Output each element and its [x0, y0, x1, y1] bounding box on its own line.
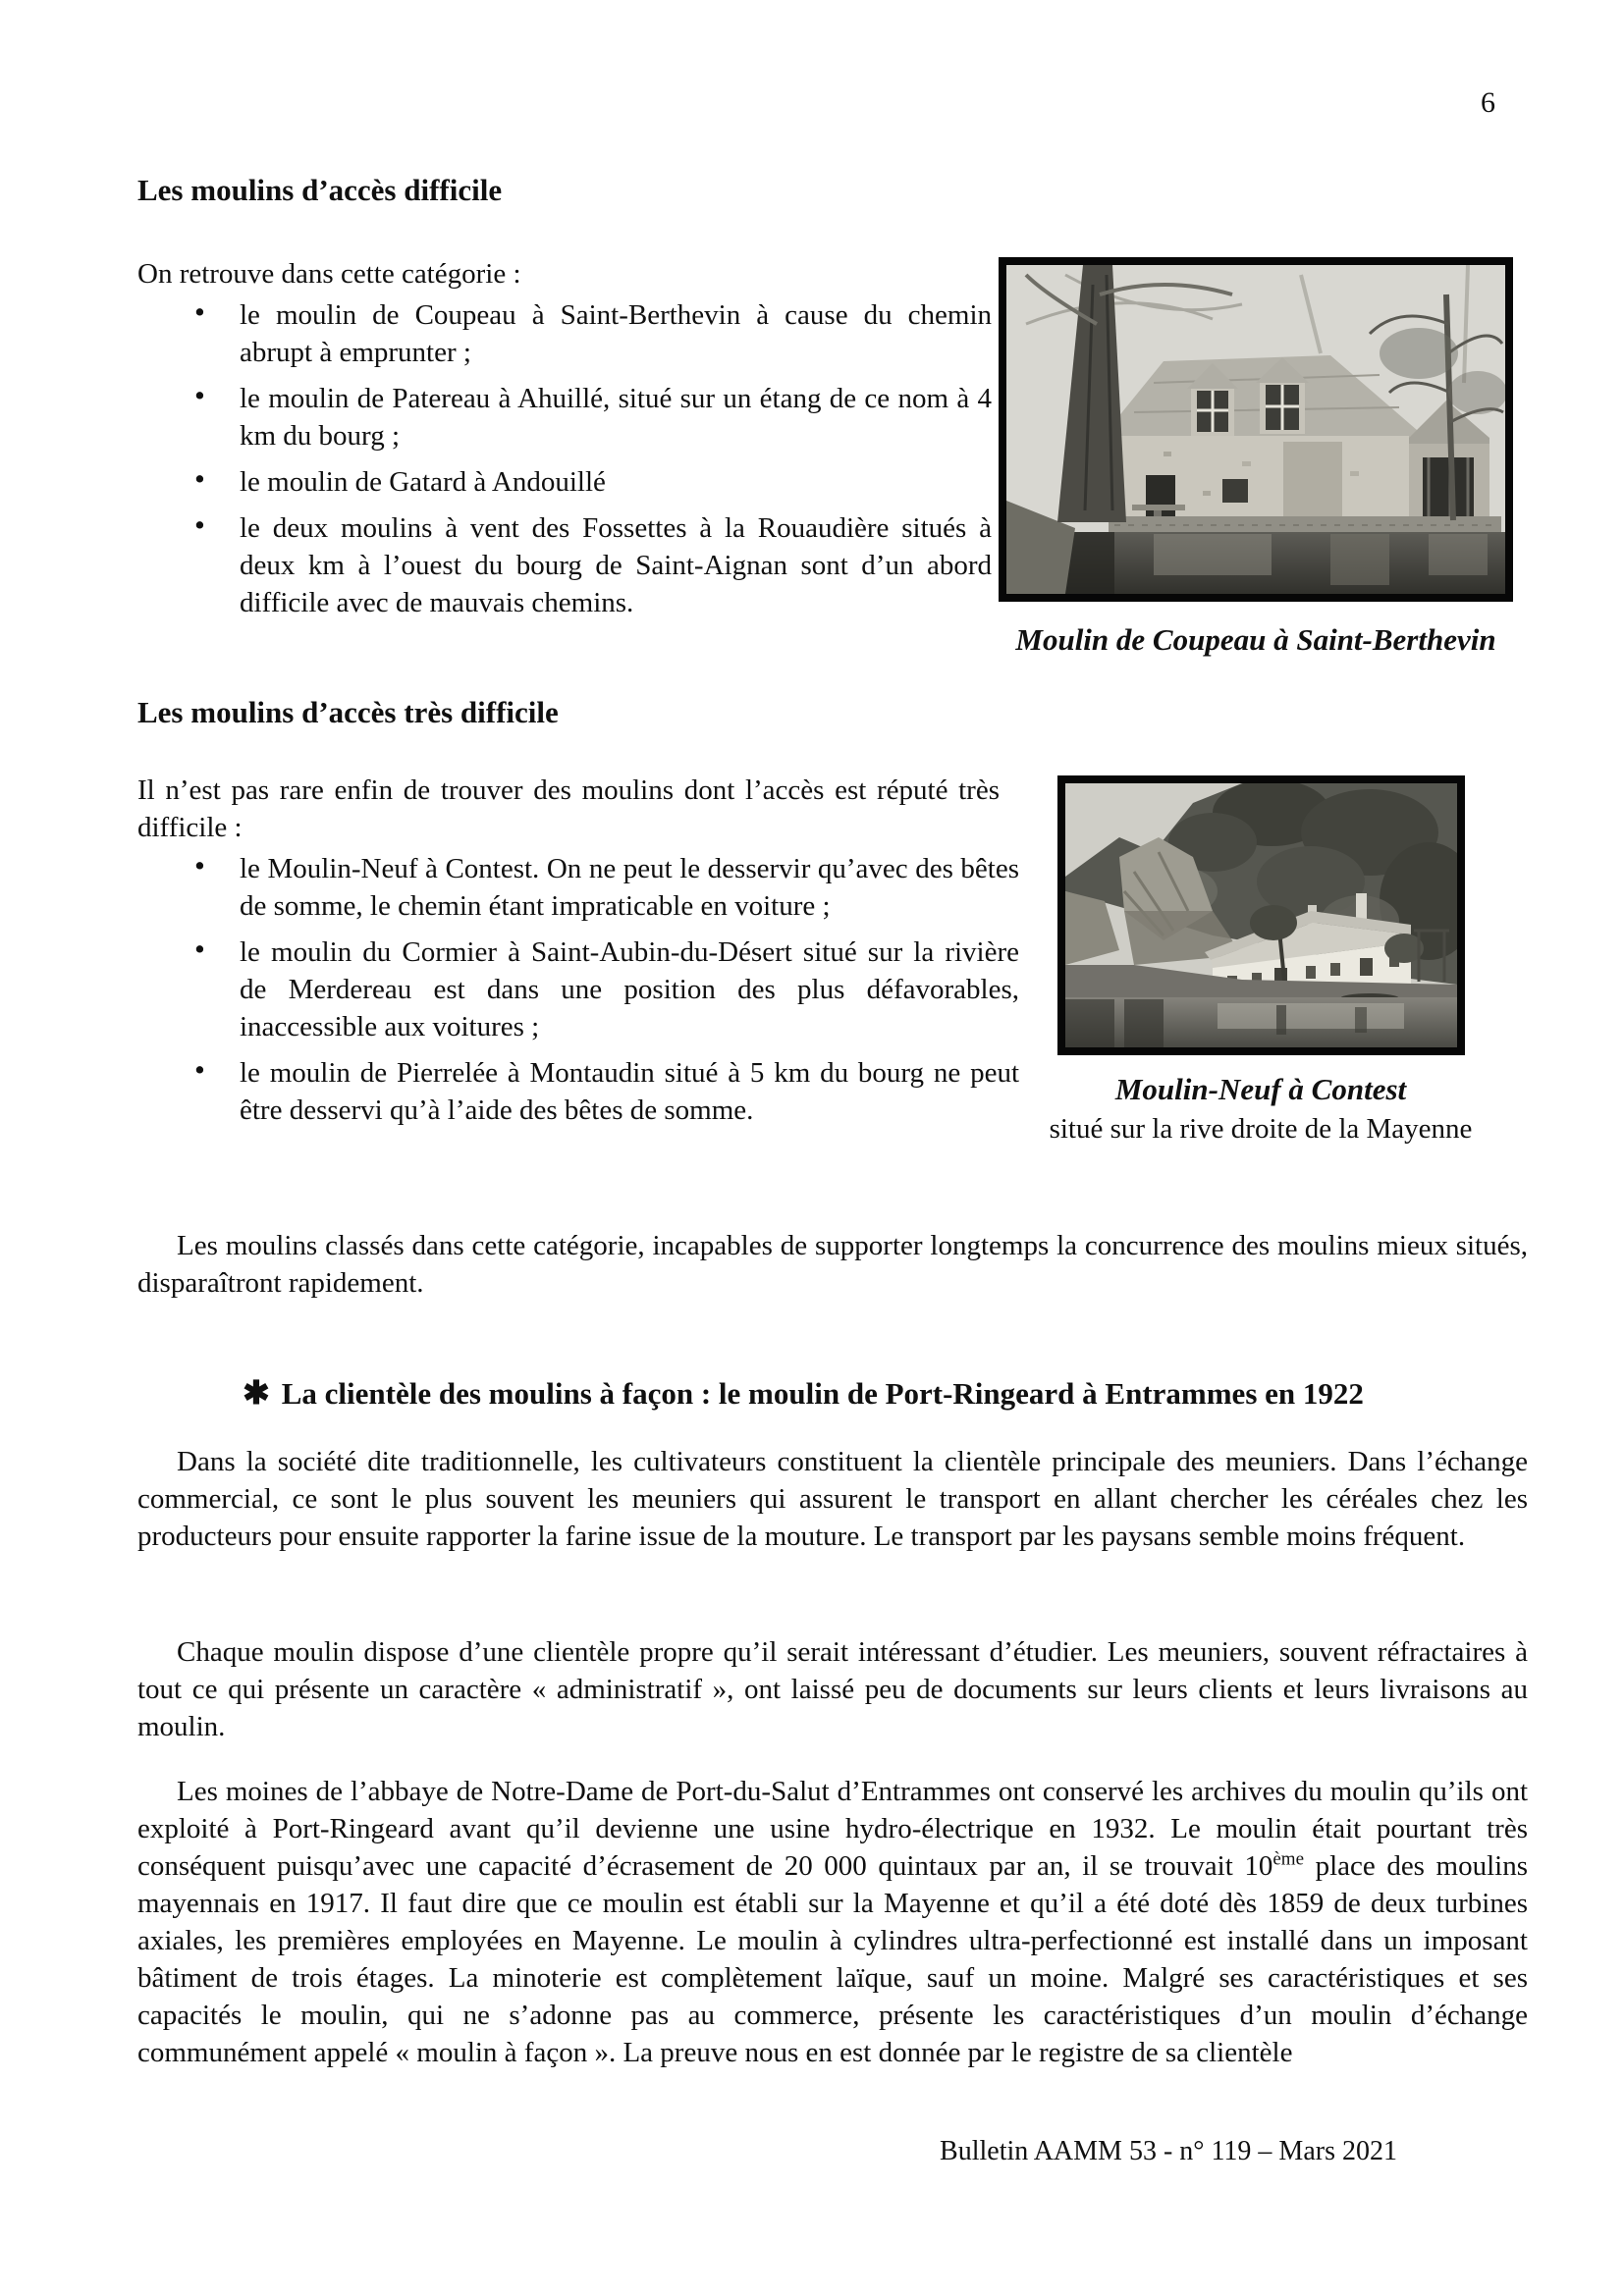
paragraph-3-text-start: Les moines de l’abbaye de Notre-Dame de Port-du-Salut d’Entrammes ont conservé les archives du moulin qu’ils ont exploité à Port-Ringeard avant qu’il devienne une usine hydro-électrique en 1932. Le moulin était pourtant très conséquent puisqu’avec une capacité d’écrasement de 20 000 quintaux par an, il se trouvait 10: [137, 1776, 1528, 1882]
figure-moulin-neuf: [1057, 775, 1465, 1055]
list-item: • le moulin du Cormier à Saint-Aubin-du-Désert situé sur la rivière de Merdereau est dans une position des plus défavorables, inaccessible aux voitures ;: [194, 934, 1019, 1045]
section2-list: [137, 850, 1019, 1138]
section1-intro: On retrouve dans cette catégorie :: [137, 258, 521, 290]
mill-pond-photo: [1006, 265, 1505, 594]
list-item: • le Moulin-Neuf à Contest. On ne peut le desservir qu’avec des bêtes de somme, le chemin étant impraticable en voiture ;: [194, 850, 1019, 925]
page-number: 6: [1481, 86, 1495, 119]
footer-text: Bulletin AAMM 53 - n° 119 – Mars 2021: [940, 2136, 1397, 2166]
ordinal-superscript: ème: [1272, 1848, 1305, 1870]
section3-heading: [108, 1376, 1498, 1412]
riverside-mill-photo: [1065, 783, 1457, 1047]
section1-heading: Les moulins d’accès difficile: [137, 173, 503, 207]
figure2-caption-title: Moulin-Neuf à Contest: [1114, 1072, 1407, 1106]
figure2-caption: [1005, 1070, 1516, 1148]
figure1-caption: Moulin de Coupeau à Saint-Berthevin: [1015, 622, 1496, 657]
figure-moulin-coupeau: [999, 257, 1513, 602]
list-item: • le moulin de Coupeau à Saint-Berthevin à cause du chemin abrupt à emprunter ;: [194, 296, 992, 371]
paragraph-3-text-end: place des moulins mayennais en 1917. Il faut dire que ce moulin est établi sur la Mayenne et qu’il a été doté dès 1859 de deux turbines axiales, les premières employées en Mayenne. Le moulin à cylindres ultra-perfectionné est installé dans un imposant bâtiment de trois étages. La minoterie est complètement laïque, sauf un moine. Malgré ses caractéristiques et ses capacités le moulin, qui ne s’adonne pas au commerce, présente les caractéristiques d’un moulin d’échange communément appelé « moulin à façon ». La preuve nous en est donnée par le registre de sa clientèle: [137, 1850, 1528, 2068]
list-item: • le moulin de Patereau à Ahuillé, situé sur un étang de ce nom à 4 km du bourg ;: [194, 380, 992, 454]
list-item: • le deux moulins à vent des Fossettes à la Rouaudière situés à deux km à l’ouest du bourg de Saint-Aignan sont d’un abord difficile avec de mauvais chemins.: [194, 509, 992, 621]
section3-paragraph-2: Chaque moulin dispose d’une clientèle propre qu’il serait intéressant d’étudier. Les meuniers, souvent réfractaires à tout ce qui présente un caractère « administratif », ont laissé peu de documents sur leurs clients et leurs livraisons au moulin.: [137, 1636, 1528, 1742]
list-item: • le moulin de Pierrelée à Montaudin situé à 5 km du bourg ne peut être desservi qu’à l’aide des bêtes de somme.: [194, 1054, 1019, 1129]
figure2-caption-subtitle: situé sur la rive droite de la Mayenne: [1049, 1113, 1473, 1145]
section2-closing-paragraph: Les moulins classés dans cette catégorie, incapables de supporter longtemps la concurrence des moulins mieux situés, disparaîtront rapidement.: [137, 1230, 1528, 1299]
section3-paragraph-3: [137, 1773, 1528, 2071]
section2-intro: Il n’est pas rare enfin de trouver des moulins dont l’accès est réputé très difficile :: [137, 774, 1000, 843]
list-item: • le moulin de Gatard à Andouillé: [194, 463, 992, 501]
section2-heading: Les moulins d’accès très difficile: [137, 695, 559, 729]
asterisk-icon: ✱: [243, 1376, 270, 1412]
section1-list: [137, 296, 992, 630]
section3-heading-text: La clientèle des moulins à façon : le moulin de Port-Ringeard à Entrammes en 1922: [281, 1376, 1364, 1411]
section3-paragraph-1: Dans la société dite traditionnelle, les cultivateurs constituent la clientèle principale des meuniers. Dans l’échange commercial, ce sont le plus souvent les meuniers qui assurent le transport en allant chercher les céréales chez les producteurs pour ensuite rapporter la farine issue de la mouture. Le transport par les paysans semble moins fréquent.: [137, 1446, 1528, 1552]
